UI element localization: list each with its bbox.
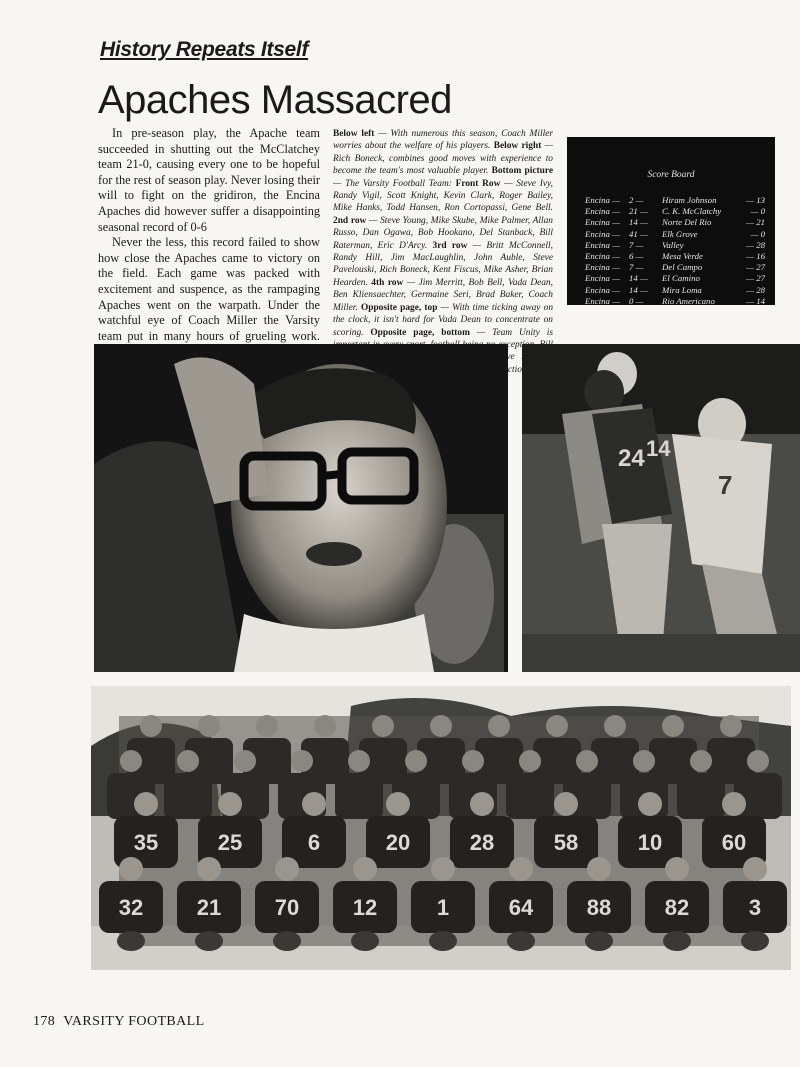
score-opponent: Mesa Verde [662, 250, 703, 261]
jersey-number: 70 [274, 895, 300, 920]
score-opponent-points: — 28 [746, 239, 765, 250]
score-opponent: El Camino [662, 273, 700, 284]
player-head [662, 715, 684, 737]
player-head [720, 715, 742, 737]
caption-text: — With numerous this season, Coach Miller worries about the welfare of his players. [333, 129, 553, 152]
jersey-number: 12 [352, 895, 378, 920]
score-opponent: Rio Americano [662, 295, 715, 306]
player-head [431, 857, 455, 881]
score-opponent-points: — 14 [746, 295, 765, 306]
player-head [234, 750, 256, 772]
jersey-number: 1 [436, 895, 450, 920]
player-head [386, 792, 410, 816]
page-number: 178 [33, 1014, 56, 1029]
score-row [585, 217, 765, 228]
caption-label: Front Row [455, 178, 501, 189]
score-opponent-points: — 13 [746, 195, 765, 205]
score-team: Encina — [585, 228, 620, 239]
score-team: Encina — [585, 217, 620, 228]
score-team: Encina — [585, 206, 620, 217]
helmet [273, 931, 301, 951]
helmet [585, 931, 613, 951]
caption-text: — Rich Boneck, combines good moves with experience to become the team's most valuable player. [333, 141, 553, 177]
photo-caption [333, 128, 553, 376]
score-team: Encina — [585, 195, 620, 205]
player-head [470, 792, 494, 816]
helmet [351, 931, 379, 951]
player-head [140, 715, 162, 737]
player-head [519, 750, 541, 772]
jersey-number: 14 [646, 436, 671, 461]
score-encina: 14 — [629, 217, 648, 228]
score-opponent-points: — 27 [746, 273, 765, 284]
score-team: Encina — [585, 295, 620, 306]
jersey-number: 10 [637, 830, 663, 855]
player-jersey [164, 773, 212, 819]
player-head [314, 715, 336, 737]
helmet [429, 931, 457, 951]
caption-label: Below right [493, 141, 542, 152]
player-head [348, 750, 370, 772]
player-head [353, 857, 377, 881]
player-head [488, 715, 510, 737]
caption-label: Bottom picture [491, 166, 553, 177]
score-board-title: Score Board [647, 170, 695, 180]
score-team: Encina — [585, 284, 620, 295]
helmet [117, 931, 145, 951]
jersey-number: 3 [748, 895, 762, 920]
score-opponent-points: — 27 [746, 262, 765, 273]
caption-label: Opposite page, top [360, 302, 438, 313]
jersey-number: 24 [618, 445, 645, 472]
score-encina: 14 — [629, 284, 648, 295]
player-head [275, 857, 299, 881]
caption-label: Opposite page, bottom [370, 327, 470, 338]
score-opponent-points: — 28 [746, 284, 765, 295]
section-name: VARSITY FOOTBALL [63, 1014, 205, 1029]
jersey-number: 25 [217, 830, 243, 855]
player-jersey [335, 773, 383, 819]
caption-text: — Britt McConnell, Randy Hill, Jim MacLaughlin, John Auble, Steve Pavelouski, Rich Boneck, Kent Fiscus, Mike Asher, Brian Hearden. [333, 240, 553, 288]
caption-label: 2nd row [333, 215, 367, 226]
caption-label: 3rd row [432, 240, 468, 251]
player-head [198, 715, 220, 737]
score-opponent-points: — 0 [750, 206, 765, 217]
player-head [177, 750, 199, 772]
player-head [372, 715, 394, 737]
score-row [585, 285, 765, 296]
score-opponent: Mira Loma [662, 284, 702, 295]
story-body [98, 126, 320, 376]
jersey-number: 32 [118, 895, 144, 920]
player-head [218, 792, 242, 816]
score-opponent: Valley [662, 239, 684, 250]
score-board [567, 137, 775, 305]
section-kicker: History Repeats Itself [100, 38, 309, 61]
action-photo [522, 344, 800, 672]
jersey-number: 28 [469, 830, 495, 855]
coach-photo [94, 344, 508, 672]
score-opponent: Del Campo [662, 262, 703, 273]
player-head [134, 792, 158, 816]
player-head [120, 750, 142, 772]
player-head [743, 857, 767, 881]
team-photo [91, 686, 791, 970]
score-opponent: Hiram Johnson [662, 195, 717, 205]
player-head [554, 792, 578, 816]
score-row [585, 240, 765, 251]
score-team: Encina — [585, 239, 620, 250]
jersey-number: 82 [664, 895, 690, 920]
score-encina: 41 — [629, 228, 648, 239]
jersey-number: 21 [196, 895, 222, 920]
player-head [291, 750, 313, 772]
page-headline: Apaches Massacred [98, 78, 452, 122]
score-opponent: Norte Del Rio [662, 217, 712, 228]
score-encina: 14 — [629, 273, 648, 284]
caption-text: — With time ticking away on the clock, it isn't hard for Vada Dean to concentrate on scoring. [333, 302, 554, 338]
score-row [585, 206, 765, 217]
caption-text: — Steve Ivy, Randy Vigil, Scott Knight, Kevin Clark, Roger Bailey, Mike Hanks, Todd Hansen, Ron Cortopassi, Gene Bell. [333, 178, 553, 214]
score-row [585, 251, 765, 262]
score-encina: 21 — [629, 206, 648, 217]
score-row [585, 296, 765, 307]
score-team: Encina — [585, 273, 620, 284]
story-paragraph: In pre-season play, the Apache team succeeded in shutting out the McClatchey team 21-0, causing every one to be hopeful for the rest of season play. Never losing their will to fight on the gridiron, the Encina Apaches did however suffer a disappointing seasonal record of 0-6 [98, 126, 320, 234]
caption-text: — The Varsity Football Team: [333, 178, 456, 189]
player-head [462, 750, 484, 772]
player-head [722, 792, 746, 816]
player-head [509, 857, 533, 881]
jersey-number: 35 [133, 830, 159, 855]
score-opponent-points: — 21 [746, 217, 765, 228]
score-encina: 7 — [629, 262, 644, 273]
score-encina: 2 — [629, 195, 644, 205]
score-team: Encina — [585, 262, 620, 273]
player-jersey [506, 773, 554, 819]
player-head [302, 792, 326, 816]
player-head [633, 750, 655, 772]
jersey-number: 58 [553, 830, 579, 855]
caption-text: — Team Unity is exception. action. [476, 327, 553, 375]
player-head [638, 792, 662, 816]
score-encina: 6 — [629, 250, 644, 261]
page-footer [33, 1014, 205, 1030]
caption-text: — Steve Young, Mike Skube, Mike Palmer, Allan Russo, Dan Ogawa, Bob Hookano, Del Stanback, Bill Raterman, Eric D'Arcy. [333, 215, 553, 251]
score-encina: 7 — [629, 239, 644, 250]
score-board-rows [585, 195, 765, 307]
jersey-number: 88 [586, 895, 612, 920]
jersey-number: 6 [307, 830, 321, 855]
player-head [119, 857, 143, 881]
player-head [690, 750, 712, 772]
player-head [747, 750, 769, 772]
caption-label: 4th row [371, 277, 404, 288]
caption-text: — Jim Merritt, Bob Bell, Vada Dean, Ben Kliensaechter, Germaine Seri, Brad Baker, Coach Miller. [333, 277, 553, 313]
helmet [663, 931, 691, 951]
story-paragraph: Never the less, this record failed to show how close the Apaches came to victory on the field. Each game was packed with excitement and suspence, as the rampaging Apaches went on the warpath. Under the watchful eye of Coach Miller the Varsity team put in many hours of grueling work. [98, 235, 320, 343]
jersey-number: 60 [721, 830, 747, 855]
player-head [546, 715, 568, 737]
score-row [585, 273, 765, 284]
jersey-number: 7 [718, 470, 733, 500]
helmet [741, 931, 769, 951]
player-head [576, 750, 598, 772]
score-opponent: C. K. McClatchy [662, 206, 722, 217]
score-opponent-points: — 0 [750, 228, 765, 239]
jersey-number: 64 [508, 895, 534, 920]
player-head [430, 715, 452, 737]
score-opponent: Elk Grove [662, 228, 698, 239]
caption-label: Below left [333, 129, 375, 139]
player-head [665, 857, 689, 881]
score-opponent-points: — 16 [746, 250, 765, 261]
helmet [507, 931, 535, 951]
score-row [585, 195, 765, 206]
player-head [604, 715, 626, 737]
helmet [195, 931, 223, 951]
jersey-number: 20 [385, 830, 411, 855]
player-head [405, 750, 427, 772]
player-head [256, 715, 278, 737]
score-team: Encina — [585, 250, 620, 261]
score-encina: 0 — [629, 295, 644, 306]
player-head [197, 857, 221, 881]
score-row [585, 229, 765, 240]
score-row [585, 262, 765, 273]
player-head [587, 857, 611, 881]
player-jersey [677, 773, 725, 819]
